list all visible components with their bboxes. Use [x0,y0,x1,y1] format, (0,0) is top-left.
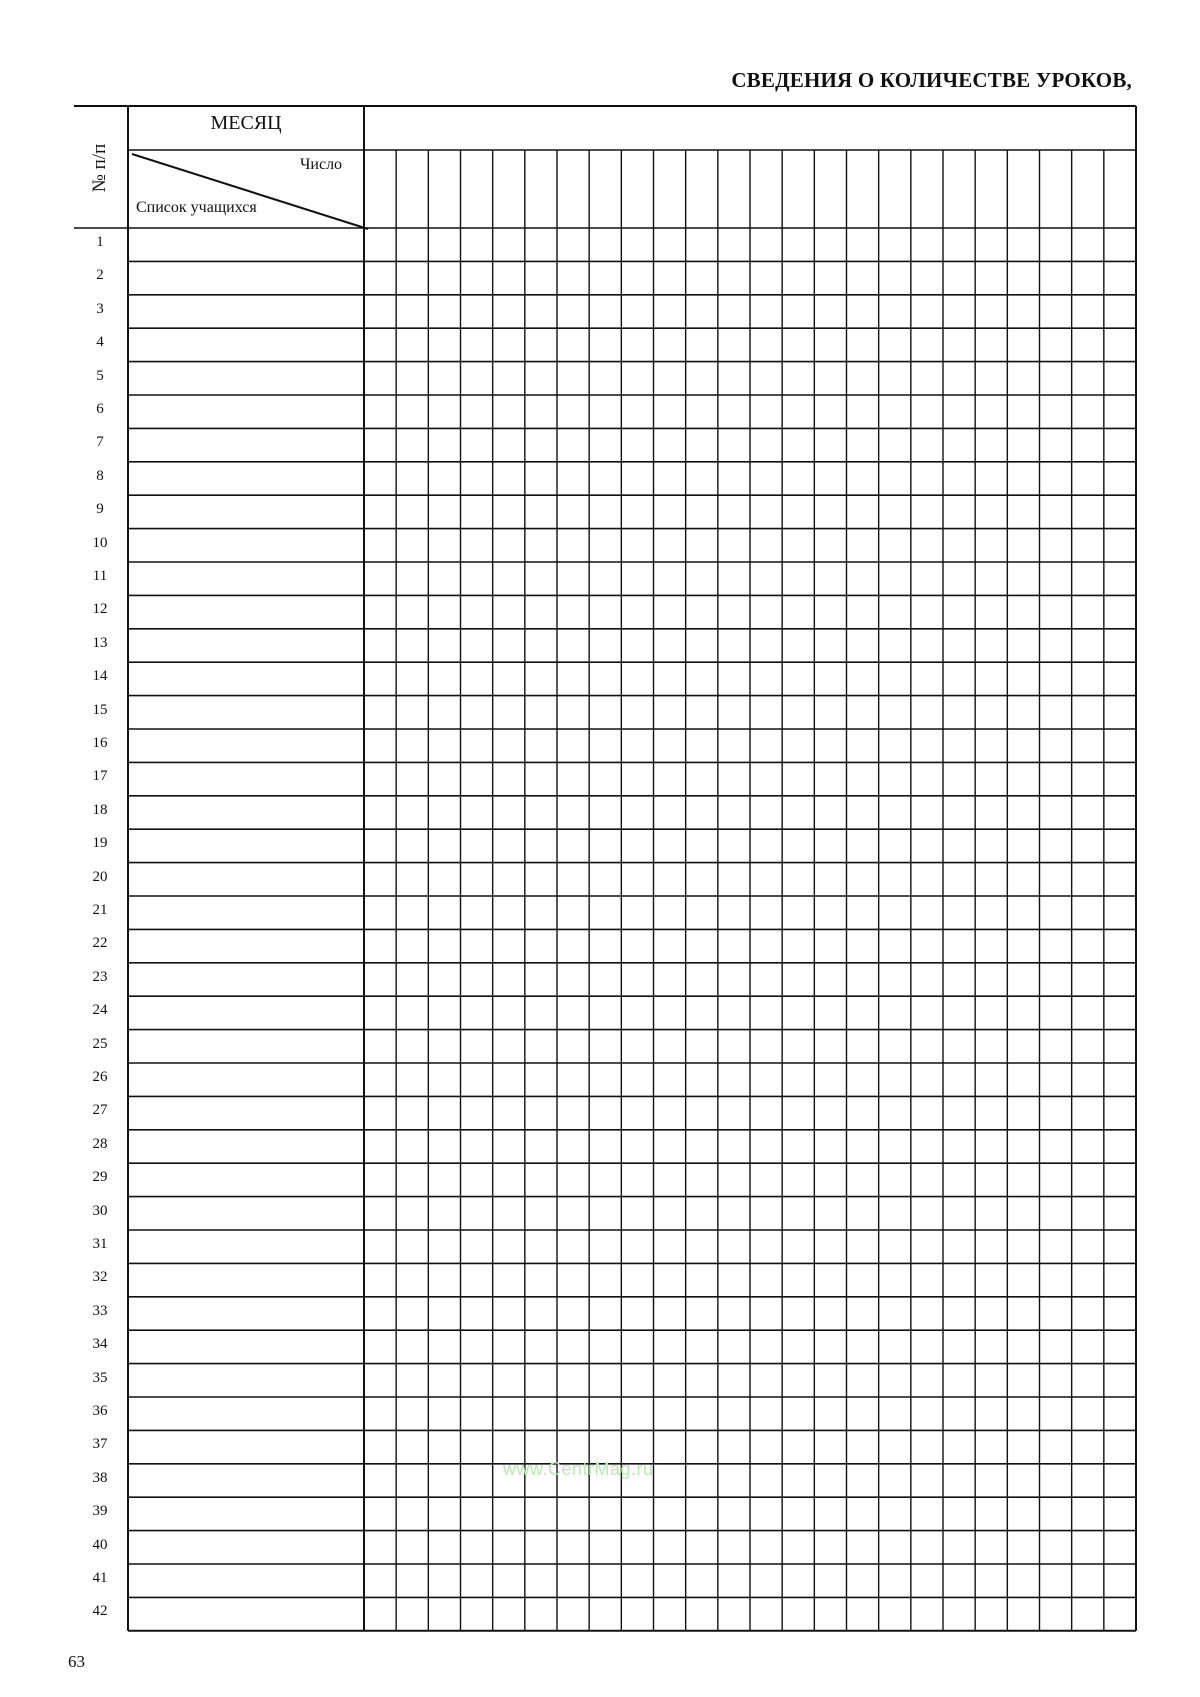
row-number: 23 [92,968,108,985]
row-number: 8 [96,467,104,484]
row-number: 1 [96,234,104,250]
row-number: 15 [92,701,108,718]
page-title: СВЕДЕНИЯ О КОЛИЧЕСТВЕ УРОКОВ, [731,68,1132,92]
row-number: 5 [96,367,104,384]
student-list-header-label: Список учащихся [136,199,257,216]
row-number: 40 [92,1536,108,1553]
row-number: 25 [92,1035,108,1052]
row-number: 11 [92,568,108,584]
row-number: 21 [92,902,108,918]
row-number: 34 [92,1336,108,1353]
row-number: 27 [92,1102,108,1119]
row-number: 42 [92,1603,108,1620]
row-number: 36 [92,1403,108,1419]
row-number: 18 [92,801,108,818]
row-number: 37 [92,1436,108,1453]
row-number: 31 [92,1236,108,1252]
row-number: 20 [92,868,108,885]
row-number: 26 [92,1069,108,1085]
row-number: 14 [92,668,108,685]
row-number: 3 [96,300,104,317]
row-number: 24 [92,1002,108,1019]
row-number: 19 [92,835,108,852]
row-number: 33 [92,1302,108,1319]
row-number: 2 [96,267,104,284]
month-header: МЕСЯЦ [210,112,282,134]
row-number: 35 [92,1369,108,1386]
row-number: 17 [92,768,108,785]
row-number: 10 [92,534,108,551]
row-number: 32 [92,1269,108,1286]
watermark: www.CentrMag.ru [503,1459,654,1479]
row-number: 13 [92,634,108,651]
row-number: 4 [96,334,104,351]
page-number: 63 [68,1652,85,1671]
row-number: 39 [92,1503,108,1520]
row-number-header-label: № п/п [89,143,110,193]
row-number: 38 [92,1469,108,1486]
row-number: 12 [92,601,108,618]
row-number: 29 [92,1169,108,1186]
row-number: 28 [92,1135,108,1152]
row-number: 7 [96,434,104,451]
row-number-column-header [74,112,126,224]
row-number: 16 [92,735,108,751]
row-number: 30 [92,1202,108,1219]
date-header-label: Число [300,156,343,173]
row-number: 41 [92,1570,108,1586]
row-number: 22 [92,935,108,952]
row-number: 9 [96,501,104,518]
row-number: 6 [96,401,104,417]
